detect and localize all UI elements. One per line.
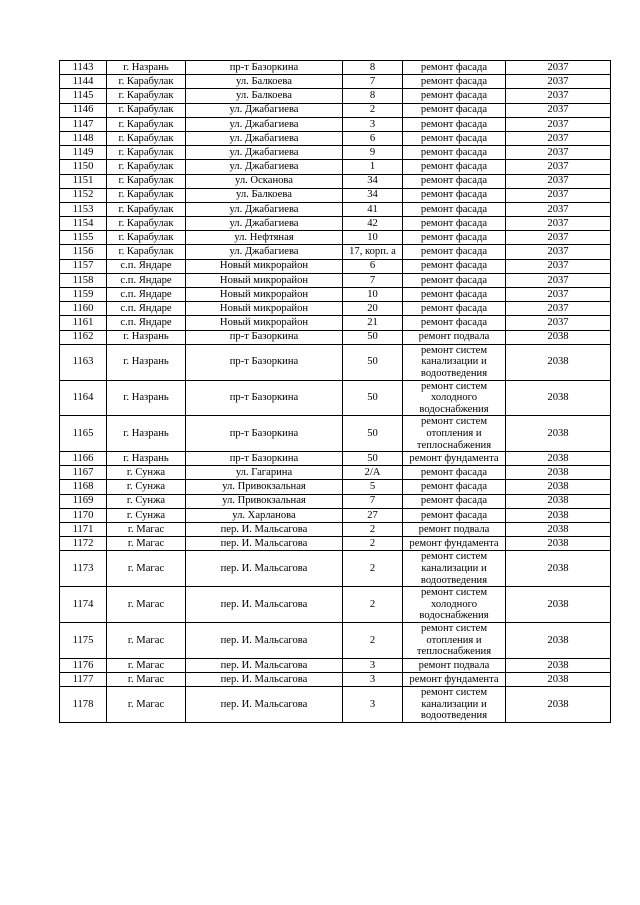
table-row (60, 523, 611, 537)
table-row (60, 273, 611, 287)
settlement-cell: г. Назрань (107, 416, 186, 452)
year-cell: 2038 (506, 452, 611, 466)
year-cell: 2037 (506, 259, 611, 273)
street-cell: пр-т Базоркина (186, 416, 343, 452)
year-cell: 2037 (506, 273, 611, 287)
house-number-cell: 17, корп. а (343, 245, 403, 259)
table-row (60, 452, 611, 466)
settlement-cell: г. Назрань (107, 61, 186, 75)
row-number-cell: 1157 (60, 259, 107, 273)
year-cell: 2037 (506, 160, 611, 174)
settlement-cell: г. Сунжа (107, 466, 186, 480)
row-number-cell: 1146 (60, 103, 107, 117)
house-number-cell: 34 (343, 174, 403, 188)
year-cell: 2037 (506, 302, 611, 316)
settlement-cell: г. Назрань (107, 330, 186, 344)
settlement-cell: г. Магас (107, 687, 186, 723)
year-cell: 2037 (506, 174, 611, 188)
house-number-cell: 2 (343, 537, 403, 551)
row-number-cell: 1148 (60, 131, 107, 145)
work-type-cell: ремонт фундамента (403, 537, 506, 551)
house-number-cell: 20 (343, 302, 403, 316)
street-cell: ул. Джабагиева (186, 117, 343, 131)
year-cell: 2038 (506, 551, 611, 587)
row-number-cell: 1153 (60, 202, 107, 216)
row-number-cell: 1176 (60, 658, 107, 672)
table-body (60, 61, 611, 723)
house-number-cell: 50 (343, 452, 403, 466)
year-cell: 2038 (506, 416, 611, 452)
street-cell: ул. Харланова (186, 508, 343, 522)
row-number-cell: 1152 (60, 188, 107, 202)
street-cell: ул. Балкоева (186, 188, 343, 202)
row-number-cell: 1164 (60, 380, 107, 416)
row-number-cell: 1177 (60, 672, 107, 686)
table-row (60, 259, 611, 273)
street-cell: пр-т Базоркина (186, 452, 343, 466)
settlement-cell: г. Карабулак (107, 146, 186, 160)
year-cell: 2038 (506, 480, 611, 494)
table-row (60, 622, 611, 658)
street-cell: Новый микрорайон (186, 288, 343, 302)
table-row (60, 672, 611, 686)
street-cell: Новый микрорайон (186, 273, 343, 287)
table-row (60, 75, 611, 89)
year-cell: 2038 (506, 622, 611, 658)
work-type-cell: ремонт фасада (403, 202, 506, 216)
settlement-cell: г. Назрань (107, 344, 186, 380)
settlement-cell: г. Сунжа (107, 508, 186, 522)
house-number-cell: 3 (343, 672, 403, 686)
settlement-cell: с.п. Яндаре (107, 316, 186, 330)
settlement-cell: г. Назрань (107, 380, 186, 416)
street-cell: пр-т Базоркина (186, 380, 343, 416)
year-cell: 2037 (506, 217, 611, 231)
table-row (60, 302, 611, 316)
table-row (60, 658, 611, 672)
row-number-cell: 1154 (60, 217, 107, 231)
row-number-cell: 1151 (60, 174, 107, 188)
house-number-cell: 2/А (343, 466, 403, 480)
year-cell: 2038 (506, 658, 611, 672)
row-number-cell: 1169 (60, 494, 107, 508)
settlement-cell: г. Карабулак (107, 217, 186, 231)
table-row (60, 89, 611, 103)
work-type-cell: ремонт фасада (403, 480, 506, 494)
street-cell: пер. И. Мальсагова (186, 551, 343, 587)
year-cell: 2037 (506, 202, 611, 216)
work-type-cell: ремонт фасада (403, 302, 506, 316)
year-cell: 2037 (506, 231, 611, 245)
street-cell: пер. И. Мальсагова (186, 622, 343, 658)
street-cell: пр-т Базоркина (186, 330, 343, 344)
house-number-cell: 10 (343, 231, 403, 245)
street-cell: ул. Балкоева (186, 89, 343, 103)
settlement-cell: г. Магас (107, 551, 186, 587)
settlement-cell: с.п. Яндаре (107, 302, 186, 316)
house-number-cell: 6 (343, 259, 403, 273)
work-type-cell: ремонт подвала (403, 330, 506, 344)
year-cell: 2038 (506, 508, 611, 522)
table-row (60, 508, 611, 522)
row-number-cell: 1162 (60, 330, 107, 344)
house-number-cell: 42 (343, 217, 403, 231)
house-number-cell: 2 (343, 622, 403, 658)
settlement-cell: г. Магас (107, 537, 186, 551)
table-row (60, 687, 611, 723)
street-cell: ул. Осканова (186, 174, 343, 188)
table-row (60, 288, 611, 302)
row-number-cell: 1165 (60, 416, 107, 452)
settlement-cell: г. Карабулак (107, 75, 186, 89)
year-cell: 2037 (506, 288, 611, 302)
house-number-cell: 3 (343, 658, 403, 672)
house-number-cell: 5 (343, 480, 403, 494)
work-type-cell: ремонт фасада (403, 103, 506, 117)
settlement-cell: г. Магас (107, 658, 186, 672)
work-type-cell: ремонт фундамента (403, 452, 506, 466)
year-cell: 2037 (506, 75, 611, 89)
work-type-cell: ремонт фундамента (403, 672, 506, 686)
street-cell: пр-т Базоркина (186, 61, 343, 75)
settlement-cell: с.п. Яндаре (107, 288, 186, 302)
year-cell: 2037 (506, 61, 611, 75)
row-number-cell: 1145 (60, 89, 107, 103)
year-cell: 2037 (506, 245, 611, 259)
work-type-cell: ремонт систем канализации и водоотведения (403, 551, 506, 587)
work-type-cell: ремонт фасада (403, 231, 506, 245)
row-number-cell: 1178 (60, 687, 107, 723)
house-number-cell: 6 (343, 131, 403, 145)
house-number-cell: 7 (343, 494, 403, 508)
house-number-cell: 21 (343, 316, 403, 330)
row-number-cell: 1170 (60, 508, 107, 522)
row-number-cell: 1158 (60, 273, 107, 287)
table-row (60, 380, 611, 416)
settlement-cell: г. Сунжа (107, 494, 186, 508)
year-cell: 2037 (506, 188, 611, 202)
street-cell: ул. Привокзальная (186, 480, 343, 494)
work-type-cell: ремонт фасада (403, 61, 506, 75)
row-number-cell: 1167 (60, 466, 107, 480)
street-cell: Новый микрорайон (186, 316, 343, 330)
table-row (60, 146, 611, 160)
row-number-cell: 1166 (60, 452, 107, 466)
settlement-cell: г. Магас (107, 672, 186, 686)
settlement-cell: г. Карабулак (107, 103, 186, 117)
table-row (60, 202, 611, 216)
street-cell: ул. Джабагиева (186, 103, 343, 117)
row-number-cell: 1149 (60, 146, 107, 160)
year-cell: 2037 (506, 146, 611, 160)
settlement-cell: г. Карабулак (107, 202, 186, 216)
street-cell: пер. И. Мальсагова (186, 523, 343, 537)
house-number-cell: 1 (343, 160, 403, 174)
year-cell: 2037 (506, 131, 611, 145)
table-row (60, 316, 611, 330)
street-cell: ул. Привокзальная (186, 494, 343, 508)
table-row (60, 494, 611, 508)
year-cell: 2038 (506, 537, 611, 551)
table-row (60, 174, 611, 188)
row-number-cell: 1163 (60, 344, 107, 380)
settlement-cell: с.п. Яндаре (107, 273, 186, 287)
table-row (60, 131, 611, 145)
table-row (60, 551, 611, 587)
house-number-cell: 34 (343, 188, 403, 202)
house-number-cell: 3 (343, 687, 403, 723)
year-cell: 2038 (506, 587, 611, 623)
street-cell: ул. Балкоева (186, 75, 343, 89)
table-row (60, 344, 611, 380)
work-type-cell: ремонт подвала (403, 658, 506, 672)
row-number-cell: 1156 (60, 245, 107, 259)
work-type-cell: ремонт фасада (403, 188, 506, 202)
work-type-cell: ремонт систем холодного водоснабжения (403, 587, 506, 623)
work-type-cell: ремонт систем отопления и теплоснабжения (403, 416, 506, 452)
settlement-cell: г. Магас (107, 523, 186, 537)
year-cell: 2038 (506, 523, 611, 537)
work-type-cell: ремонт фасада (403, 117, 506, 131)
settlement-cell: г. Назрань (107, 452, 186, 466)
year-cell: 2038 (506, 466, 611, 480)
settlement-cell: г. Карабулак (107, 89, 186, 103)
table-row (60, 330, 611, 344)
row-number-cell: 1173 (60, 551, 107, 587)
year-cell: 2037 (506, 117, 611, 131)
street-cell: ул. Джабагиева (186, 146, 343, 160)
repair-schedule-table (59, 60, 611, 723)
work-type-cell: ремонт фасада (403, 288, 506, 302)
work-type-cell: ремонт фасада (403, 131, 506, 145)
street-cell: пер. И. Мальсагова (186, 587, 343, 623)
house-number-cell: 41 (343, 202, 403, 216)
settlement-cell: г. Магас (107, 587, 186, 623)
work-type-cell: ремонт фасада (403, 75, 506, 89)
row-number-cell: 1144 (60, 75, 107, 89)
house-number-cell: 50 (343, 344, 403, 380)
settlement-cell: с.п. Яндаре (107, 259, 186, 273)
work-type-cell: ремонт фасада (403, 508, 506, 522)
settlement-cell: г. Карабулак (107, 231, 186, 245)
street-cell: пер. И. Мальсагова (186, 687, 343, 723)
street-cell: ул. Нефтяная (186, 231, 343, 245)
settlement-cell: г. Карабулак (107, 188, 186, 202)
row-number-cell: 1174 (60, 587, 107, 623)
work-type-cell: ремонт фасада (403, 316, 506, 330)
house-number-cell: 8 (343, 89, 403, 103)
house-number-cell: 2 (343, 551, 403, 587)
row-number-cell: 1150 (60, 160, 107, 174)
table-row (60, 416, 611, 452)
row-number-cell: 1147 (60, 117, 107, 131)
street-cell: пер. И. Мальсагова (186, 672, 343, 686)
settlement-cell: г. Карабулак (107, 117, 186, 131)
row-number-cell: 1155 (60, 231, 107, 245)
house-number-cell: 10 (343, 288, 403, 302)
work-type-cell: ремонт систем канализации и водоотведения (403, 687, 506, 723)
work-type-cell: ремонт фасада (403, 174, 506, 188)
street-cell: ул. Джабагиева (186, 245, 343, 259)
table-row (60, 61, 611, 75)
row-number-cell: 1175 (60, 622, 107, 658)
settlement-cell: г. Карабулак (107, 174, 186, 188)
house-number-cell: 7 (343, 75, 403, 89)
house-number-cell: 2 (343, 587, 403, 623)
year-cell: 2037 (506, 103, 611, 117)
house-number-cell: 50 (343, 380, 403, 416)
street-cell: ул. Гагарина (186, 466, 343, 480)
year-cell: 2037 (506, 316, 611, 330)
table-row (60, 587, 611, 623)
street-cell: пр-т Базоркина (186, 344, 343, 380)
house-number-cell: 7 (343, 273, 403, 287)
year-cell: 2038 (506, 687, 611, 723)
house-number-cell: 27 (343, 508, 403, 522)
table-row (60, 245, 611, 259)
settlement-cell: г. Карабулак (107, 160, 186, 174)
work-type-cell: ремонт фасада (403, 466, 506, 480)
row-number-cell: 1160 (60, 302, 107, 316)
house-number-cell: 50 (343, 416, 403, 452)
house-number-cell: 3 (343, 117, 403, 131)
house-number-cell: 50 (343, 330, 403, 344)
street-cell: ул. Джабагиева (186, 131, 343, 145)
work-type-cell: ремонт фасада (403, 259, 506, 273)
year-cell: 2038 (506, 330, 611, 344)
settlement-cell: г. Карабулак (107, 131, 186, 145)
table-row (60, 480, 611, 494)
table-row (60, 231, 611, 245)
settlement-cell: г. Сунжа (107, 480, 186, 494)
street-cell: Новый микрорайон (186, 302, 343, 316)
table-row (60, 160, 611, 174)
table-row (60, 537, 611, 551)
work-type-cell: ремонт фасада (403, 89, 506, 103)
work-type-cell: ремонт подвала (403, 523, 506, 537)
table-row (60, 217, 611, 231)
table-row (60, 103, 611, 117)
work-type-cell: ремонт фасада (403, 494, 506, 508)
settlement-cell: г. Карабулак (107, 245, 186, 259)
year-cell: 2038 (506, 344, 611, 380)
work-type-cell: ремонт систем канализации и водоотведения (403, 344, 506, 380)
work-type-cell: ремонт фасада (403, 245, 506, 259)
row-number-cell: 1143 (60, 61, 107, 75)
work-type-cell: ремонт фасада (403, 217, 506, 231)
street-cell: ул. Джабагиева (186, 160, 343, 174)
work-type-cell: ремонт фасада (403, 273, 506, 287)
house-number-cell: 2 (343, 523, 403, 537)
row-number-cell: 1172 (60, 537, 107, 551)
work-type-cell: ремонт фасада (403, 160, 506, 174)
year-cell: 2037 (506, 89, 611, 103)
table-row (60, 117, 611, 131)
house-number-cell: 2 (343, 103, 403, 117)
street-cell: ул. Джабагиева (186, 217, 343, 231)
street-cell: пер. И. Мальсагова (186, 658, 343, 672)
document-page (59, 60, 610, 723)
work-type-cell: ремонт систем отопления и теплоснабжения (403, 622, 506, 658)
row-number-cell: 1161 (60, 316, 107, 330)
row-number-cell: 1168 (60, 480, 107, 494)
year-cell: 2038 (506, 380, 611, 416)
row-number-cell: 1171 (60, 523, 107, 537)
street-cell: Новый микрорайон (186, 259, 343, 273)
table-row (60, 188, 611, 202)
work-type-cell: ремонт фасада (403, 146, 506, 160)
row-number-cell: 1159 (60, 288, 107, 302)
table-row (60, 466, 611, 480)
street-cell: ул. Джабагиева (186, 202, 343, 216)
street-cell: пер. И. Мальсагова (186, 537, 343, 551)
work-type-cell: ремонт систем холодного водоснабжения (403, 380, 506, 416)
settlement-cell: г. Магас (107, 622, 186, 658)
year-cell: 2038 (506, 494, 611, 508)
year-cell: 2038 (506, 672, 611, 686)
house-number-cell: 9 (343, 146, 403, 160)
house-number-cell: 8 (343, 61, 403, 75)
